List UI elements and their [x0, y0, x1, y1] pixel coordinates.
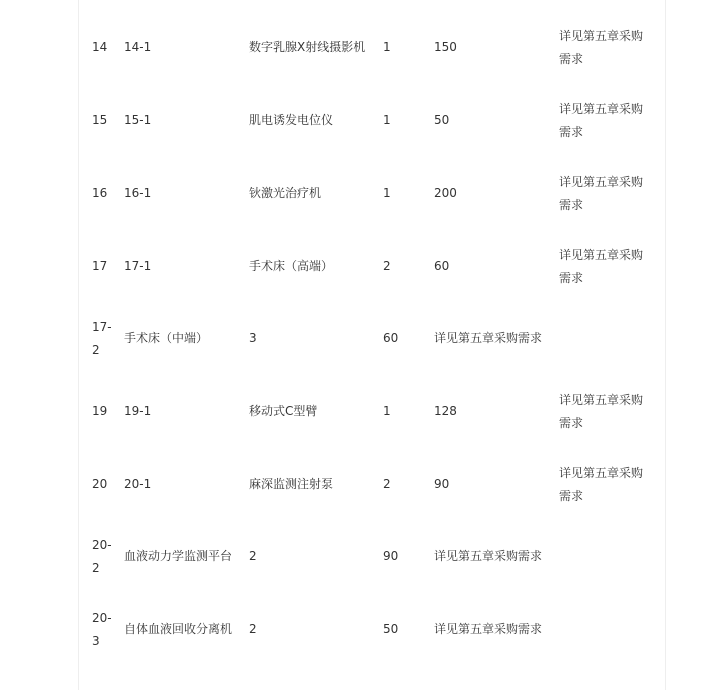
- quantity-cell: 2: [383, 259, 391, 273]
- item-number-cell: 15-1: [124, 113, 152, 127]
- table-row: [0, 448, 720, 521]
- budget-cell: 详见第五章采购需求: [434, 622, 543, 636]
- requirement-cell: 详见第五章采购需求: [559, 465, 644, 503]
- row-number-cell: 19: [92, 404, 108, 418]
- product-name-cell: 3: [249, 331, 257, 345]
- budget-cell: 60: [434, 259, 450, 273]
- quantity-cell: 2: [383, 477, 391, 491]
- budget-cell: 50: [434, 113, 450, 127]
- product-name-cell: 肌电诱发电位仪: [249, 113, 334, 127]
- requirement-cell: [559, 302, 649, 375]
- table-row: [0, 593, 720, 666]
- quantity-cell: 1: [383, 404, 391, 418]
- quantity-cell: 90: [383, 549, 399, 563]
- product-name-cell: 2: [249, 622, 257, 636]
- table-row: [0, 375, 720, 448]
- table-row: [0, 84, 720, 157]
- budget-cell: 150: [434, 40, 457, 54]
- item-number-cell: 20-1: [124, 477, 152, 491]
- table-row: [0, 520, 720, 593]
- item-number-cell: 血液动力学监测平台: [124, 549, 233, 563]
- item-number-cell: 自体血液回收分离机: [124, 622, 233, 636]
- quantity-cell: 50: [383, 622, 399, 636]
- product-name-cell: 2: [249, 549, 257, 563]
- quantity-cell: 1: [383, 186, 391, 200]
- requirement-cell: 详见第五章采购需求: [559, 28, 644, 66]
- budget-cell: 200: [434, 186, 457, 200]
- row-number-cell: 17-2: [92, 319, 112, 357]
- requirement-cell: [559, 593, 649, 666]
- row-number-cell: 14: [92, 40, 108, 54]
- product-name-cell: 钬激光治疗机: [249, 186, 322, 200]
- row-number-cell: 17: [92, 259, 108, 273]
- table-row: [0, 230, 720, 303]
- item-number-cell: 16-1: [124, 186, 152, 200]
- product-name-cell: 移动式C型臂: [249, 404, 318, 418]
- item-number-cell: 17-1: [124, 259, 152, 273]
- item-number-cell: 手术床（中端）: [124, 331, 209, 345]
- budget-cell: 128: [434, 404, 457, 418]
- quantity-cell: 1: [383, 113, 391, 127]
- product-name-cell: 麻深监测注射泵: [249, 477, 334, 491]
- product-name-cell: 手术床（高端）: [249, 259, 334, 273]
- row-number-cell: 20-2: [92, 537, 112, 575]
- row-number-cell: 20-3: [92, 610, 112, 648]
- item-number-cell: 19-1: [124, 404, 152, 418]
- budget-cell: 90: [434, 477, 450, 491]
- budget-cell: 详见第五章采购需求: [434, 331, 543, 345]
- quantity-cell: 60: [383, 331, 399, 345]
- row-number-cell: 15: [92, 113, 108, 127]
- budget-cell: 详见第五章采购需求: [434, 549, 543, 563]
- table-row: [0, 157, 720, 230]
- product-name-cell: 数字乳腺X射线摄影机: [249, 40, 366, 54]
- table-row: [0, 11, 720, 84]
- requirement-cell: 详见第五章采购需求: [559, 247, 644, 285]
- row-number-cell: 20: [92, 477, 108, 491]
- item-number-cell: 14-1: [124, 40, 152, 54]
- table-row: [0, 302, 720, 375]
- row-number-cell: 16: [92, 186, 108, 200]
- requirement-cell: [559, 520, 649, 593]
- requirement-cell: 详见第五章采购需求: [559, 392, 644, 430]
- requirement-cell: 详见第五章采购需求: [559, 101, 644, 139]
- quantity-cell: 1: [383, 40, 391, 54]
- requirement-cell: 详见第五章采购需求: [559, 174, 644, 212]
